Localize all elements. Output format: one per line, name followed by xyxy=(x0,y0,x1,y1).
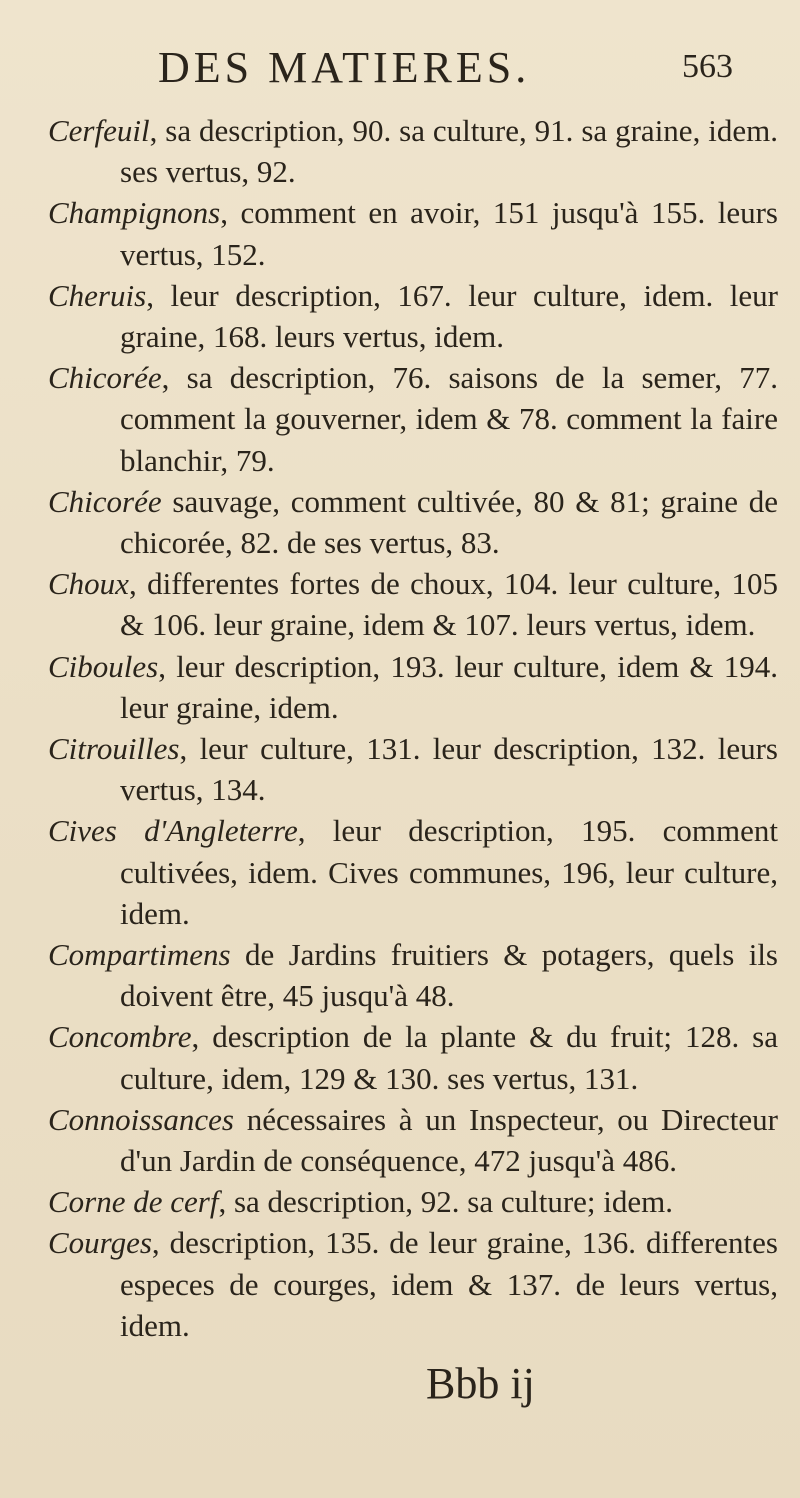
index-entry xyxy=(48,275,778,357)
index-entry xyxy=(48,934,778,1016)
index-entry xyxy=(48,728,778,810)
entry-text: de Jardins fruitiers & potagers, quels ils doivent être, 45 jusqu'à 48. xyxy=(120,937,778,1014)
index-entry xyxy=(48,1181,778,1222)
index-entry xyxy=(48,646,778,728)
entry-term: Cerfeuil xyxy=(48,113,150,148)
index-entry xyxy=(48,1016,778,1098)
entry-text: , leur description, 195. comment cultivées, idem. Cives communes, 196, leur culture, idem. xyxy=(120,813,779,931)
index-entries xyxy=(48,110,778,1346)
page-number: 563 xyxy=(682,48,733,85)
index-entry xyxy=(48,481,778,563)
index-entry xyxy=(48,357,778,481)
entry-text: nécessaires à un Inspecteur, ou Directeur d'un Jardin de conséquence, 472 jusqu'à 486. xyxy=(120,1101,778,1179)
header-title: DES MATIERES. xyxy=(158,43,531,92)
entry-text: , comment en avoir, 151 jusqu'à 155. leurs vertus, 152. xyxy=(120,195,778,272)
entry-term: Corne de cerf xyxy=(48,1184,219,1220)
entry-text: , differentes fortes de choux, 104. leur culture, 105 & 106. leur graine, idem & 107. leurs vertus, idem. xyxy=(120,566,778,643)
entry-term: Chicorée xyxy=(48,483,162,519)
entry-term: Ciboules xyxy=(48,648,159,684)
entry-term: Choux xyxy=(48,566,129,602)
entry-term: Courges xyxy=(48,1225,152,1261)
entry-text: , leur description, 193. leur culture, idem & 194. leur graine, idem. xyxy=(120,648,778,725)
entry-text: , sa description, 90. sa culture, 91. sa graine, idem. ses vertus, 92. xyxy=(120,113,778,190)
running-header xyxy=(0,42,800,102)
entry-text: , leur description, 167. leur culture, idem. leur graine, 168. leurs vertus, idem. xyxy=(120,277,778,355)
index-entry xyxy=(48,563,778,645)
entry-term: Connoissances xyxy=(48,1101,234,1137)
index-entry xyxy=(48,1099,778,1181)
entry-text: , leur culture, 131. leur description, 132. leurs vertus, 134. xyxy=(120,731,778,808)
index-entry xyxy=(48,110,778,192)
entry-term: Concombre xyxy=(48,1019,192,1055)
entry-term: Cheruis xyxy=(48,277,147,313)
entry-text: , description, 135. de leur graine, 136. differentes especes de courges, idem & 137. de leurs vertus, idem. xyxy=(120,1225,778,1343)
index-entry xyxy=(48,810,778,934)
entry-term: Compartimens xyxy=(48,937,231,973)
signature-mark: Bbb ij xyxy=(426,1359,535,1408)
index-entry xyxy=(48,192,778,274)
entry-text: , sa description, 92. sa culture; idem. xyxy=(218,1184,674,1220)
entry-term: Chicorée xyxy=(48,360,162,396)
index-entry xyxy=(48,1222,778,1346)
entry-text: , sa description, 76. saisons de la semer, 77. comment la gouverner, idem & 78. comment la faire blanchir, 79. xyxy=(120,360,778,478)
entry-term: Cives d'Angleterre xyxy=(48,813,298,849)
entry-text: , description de la plante & du fruit; 128. sa culture, idem, 129 & 130. ses vertus, 131. xyxy=(120,1019,778,1096)
entry-text: sauvage, comment cultivée, 80 & 81; graine de chicorée, 82. de ses vertus, 83. xyxy=(120,483,778,561)
entry-term: Champignons xyxy=(48,195,221,231)
entry-term: Citrouilles xyxy=(48,731,180,767)
